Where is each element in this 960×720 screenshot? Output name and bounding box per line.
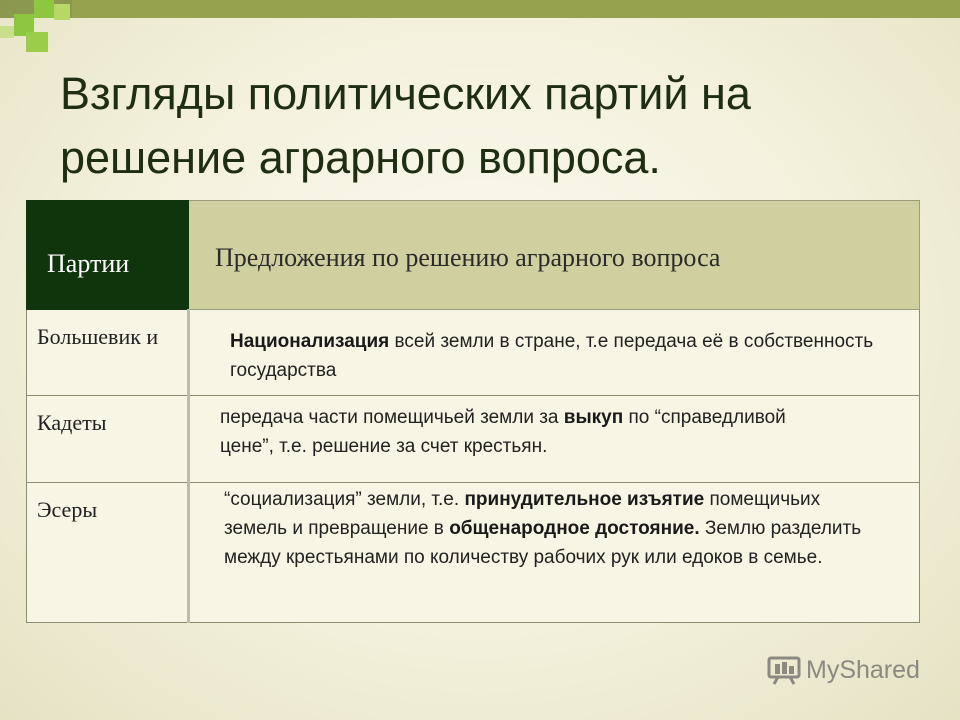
party-bolsheviks: Большевик и [27, 310, 189, 396]
proposal-text-segment: передача части помещичьей земли за [220, 407, 564, 428]
proposal-bolsheviks-text [230, 327, 910, 385]
proposal-emphasis: общенародное достояние. [449, 518, 700, 539]
proposal-text-segment: Землю разделить между крестьянами по количеству рабочих рук или едоков в семье. [224, 518, 862, 568]
header-parties-label: Партии [47, 249, 130, 278]
slide-title [60, 62, 920, 190]
table-row [27, 310, 920, 396]
proposal-bolsheviks [189, 310, 920, 396]
proposal-emphasis: принудительное изъятие [464, 489, 705, 510]
presentation-icon [766, 655, 802, 685]
corner-decoration [0, 0, 960, 60]
proposal-emphasis: выкуп [563, 407, 624, 428]
proposal-text-segment: по “справедливой цене”, т.е. решение за счет крестьян. [220, 407, 786, 457]
slide-title-line-1: Взгляды политических партий на [60, 68, 751, 119]
party-kadets: Кадеты [27, 396, 189, 483]
proposal-text-segment: всей земли в стране, т.е передача её в собственность государства [230, 331, 874, 381]
table-header-row [27, 201, 920, 310]
party-esers: Эсеры [27, 483, 189, 623]
proposal-emphasis: Национализация [230, 331, 390, 352]
header-proposals [189, 201, 920, 310]
proposal-kadets [189, 396, 920, 483]
watermark-text: MyShared [806, 655, 920, 684]
proposal-esers [189, 483, 920, 623]
proposal-esers-text [224, 485, 874, 572]
proposal-text-segment: “социализация” земли, т.е. [224, 489, 465, 510]
header-parties [27, 201, 189, 310]
table-row [27, 483, 920, 623]
proposal-kadets-text [220, 403, 820, 461]
proposal-text-segment: помещичьих земель и превращение в [224, 489, 821, 539]
watermark [766, 655, 920, 685]
parties-table [26, 200, 920, 623]
slide-title-line-2: решение аграрного вопроса. [60, 132, 661, 183]
table-row [27, 396, 920, 483]
header-proposals-label: Предложения по решению аграрного вопроса [215, 243, 721, 272]
